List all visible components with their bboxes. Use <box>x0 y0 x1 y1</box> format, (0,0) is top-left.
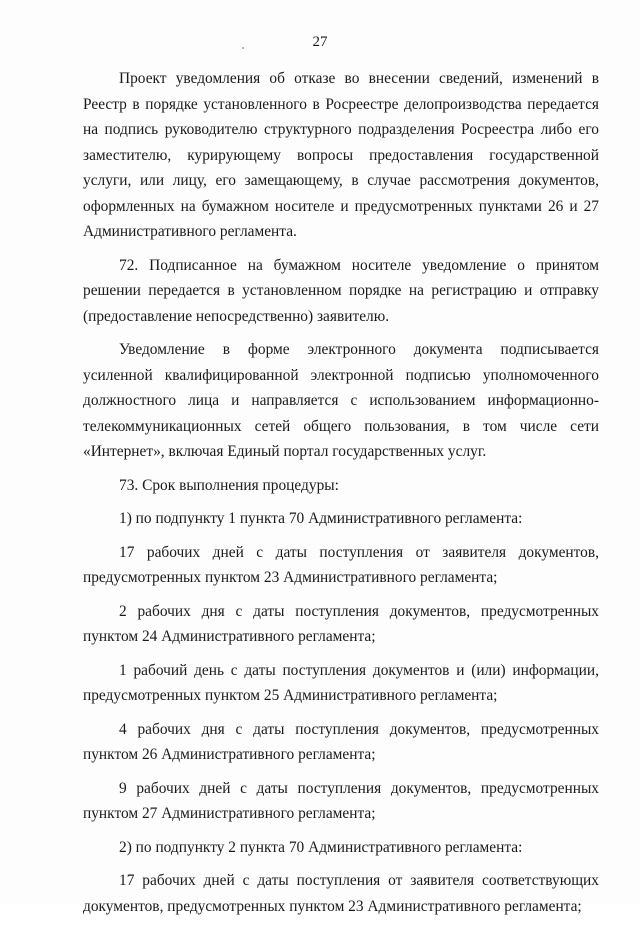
paragraph-notice-draft: Проект уведомления об отказе во внесении сведений, изменений в Реестр в порядке установленного в Росреестре делопроизводства передается на подпись руководителю структурного подразделения Росреестра либо его заместителю, курирующему вопросы предоставления государственной услуги, или лицу, его замещающему, в случае рассмотрения документов, оформленных на бумажном носителе и предусмотренных пунктами 26 и 27 Административного регламента. <box>83 70 599 240</box>
paragraph-term-4-days-p26: 4 рабочих дня с даты поступления документов, предусмотренных пунктом 26 Административного регламента; <box>83 720 599 763</box>
paragraph-72: 72. Подписанное на бумажном носителе уведомление о принятом решении передается в установленном порядке на регистрацию и отправку (предоставление непосредственно) заявителю. <box>83 256 599 325</box>
paragraph-73: 73. Срок выполнения процедуры: <box>119 476 339 494</box>
paragraph-term-9-days-p27: 9 рабочих дней с даты поступления документов, предусмотренных пунктом 27 Административного регламента; <box>83 779 599 822</box>
paragraph-subitem-2: 2) по подпункту 2 пункта 70 Административного регламента: <box>119 838 523 856</box>
paragraph-term-17-days-p23: 17 рабочих дней с даты поступления от заявителя документов, предусмотренных пунктом 23 Административного регламента; <box>83 543 599 586</box>
paragraph-electronic-notice: Уведомление в форме электронного документа подписывается усиленной квалифицированной электронной подписью уполномоченного должностного лица и направляется с использованием информационно-телекоммуникационных сетей общего пользования, в том числе сети «Интернет», включая Единый портал государственных услуг. <box>83 341 599 460</box>
paragraph-term-2-days-p24: 2 рабочих дня с даты поступления документов, предусмотренных пунктом 24 Административного регламента; <box>83 602 599 645</box>
paragraph-subitem-1: 1) по подпункту 1 пункта 70 Административного регламента: <box>119 510 523 527</box>
paragraph-term-1-day-p25: 1 рабочий день с даты поступления документов и (или) информации, предусмотренных пунктом 25 Административного регламента; <box>83 661 599 704</box>
page-number: 27 <box>312 34 328 50</box>
document-body <box>83 66 599 927</box>
paragraph-term-17-days-p23-corresponding: 17 рабочих дней с даты поступления от заявителя соответствующих документов, предусмотренных пунктом 23 Административного регламента; <box>83 872 599 915</box>
